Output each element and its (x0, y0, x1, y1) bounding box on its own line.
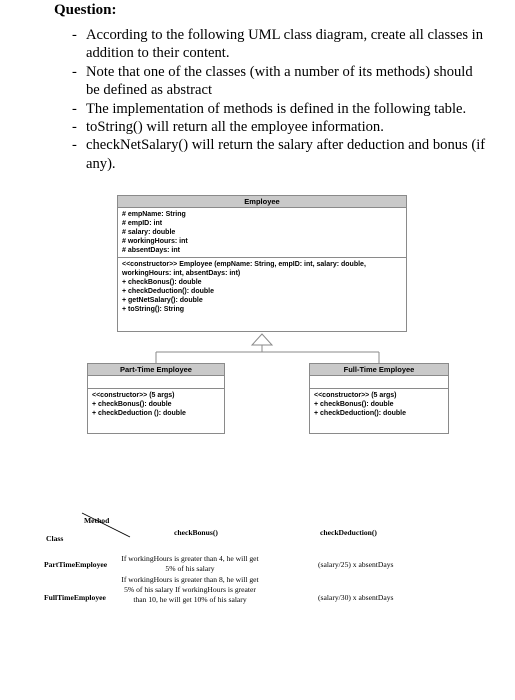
method: <<constructor>> (5 args) (92, 392, 175, 399)
class-name: Employee (118, 196, 406, 208)
question-title: Question: (54, 2, 117, 18)
method: + checkDeduction(): double (122, 288, 214, 295)
table-corner-class: Class (46, 534, 64, 543)
method: <<constructor>> (5 args) (314, 392, 397, 399)
question-item: - Note that one of the classes (with a number of its methods) should be defined as abstract (70, 63, 490, 100)
question-item: - toString() will return all the employee information. (70, 118, 490, 136)
method: + checkDeduction (): double (92, 410, 186, 417)
class-name: Part-Time Employee (88, 364, 224, 376)
method: + getNetSalary(): double (122, 297, 203, 304)
attribute: # empID: int (122, 220, 163, 227)
table-header-deduction: checkDeduction() (320, 528, 377, 537)
method: + checkBonus(): double (92, 401, 172, 408)
attribute: # empName: String (122, 211, 186, 218)
question-item: - The implementation of methods is defined in the following table. (70, 100, 490, 118)
attribute: # workingHours: int (122, 238, 188, 245)
method: + toString(): String (122, 306, 185, 313)
attribute: # absentDays: int (122, 247, 180, 254)
method: + checkBonus(): double (314, 401, 394, 408)
method: + checkBonus(): double (122, 279, 202, 286)
table-row-bonus: If workingHours is greater than 4, he will get 5% of his salary (121, 554, 259, 573)
table-corner-method: Method (84, 516, 110, 525)
table-row-deduction: (salary/25) x absentDays (318, 560, 394, 569)
table-row-class: FullTimeEmployee (44, 593, 106, 602)
question-item: - checkNetSalary() will return the salary after deduction and bonus (if any). (70, 136, 490, 173)
question-item: - According to the following UML class diagram, create all classes in addition to their content. (70, 26, 490, 63)
method: + checkDeduction(): double (314, 410, 406, 417)
table-row-bonus: If workingHours is greater than 8, he will get 5% of his salary If workingHours is greater than 10, he will get 10% of his salary (121, 575, 259, 604)
table-row-class: PartTimeEmployee (44, 560, 108, 569)
attribute: # salary: double (122, 229, 176, 236)
table-row-deduction: (salary/30) x absentDays (318, 593, 394, 602)
class-name: Full-Time Employee (310, 364, 448, 376)
table-header-bonus: checkBonus() (174, 528, 218, 537)
method: <<constructor>> Employee (empName: String, empID: int, salary: double, workingHours: int, absentDays: int) (122, 261, 368, 277)
